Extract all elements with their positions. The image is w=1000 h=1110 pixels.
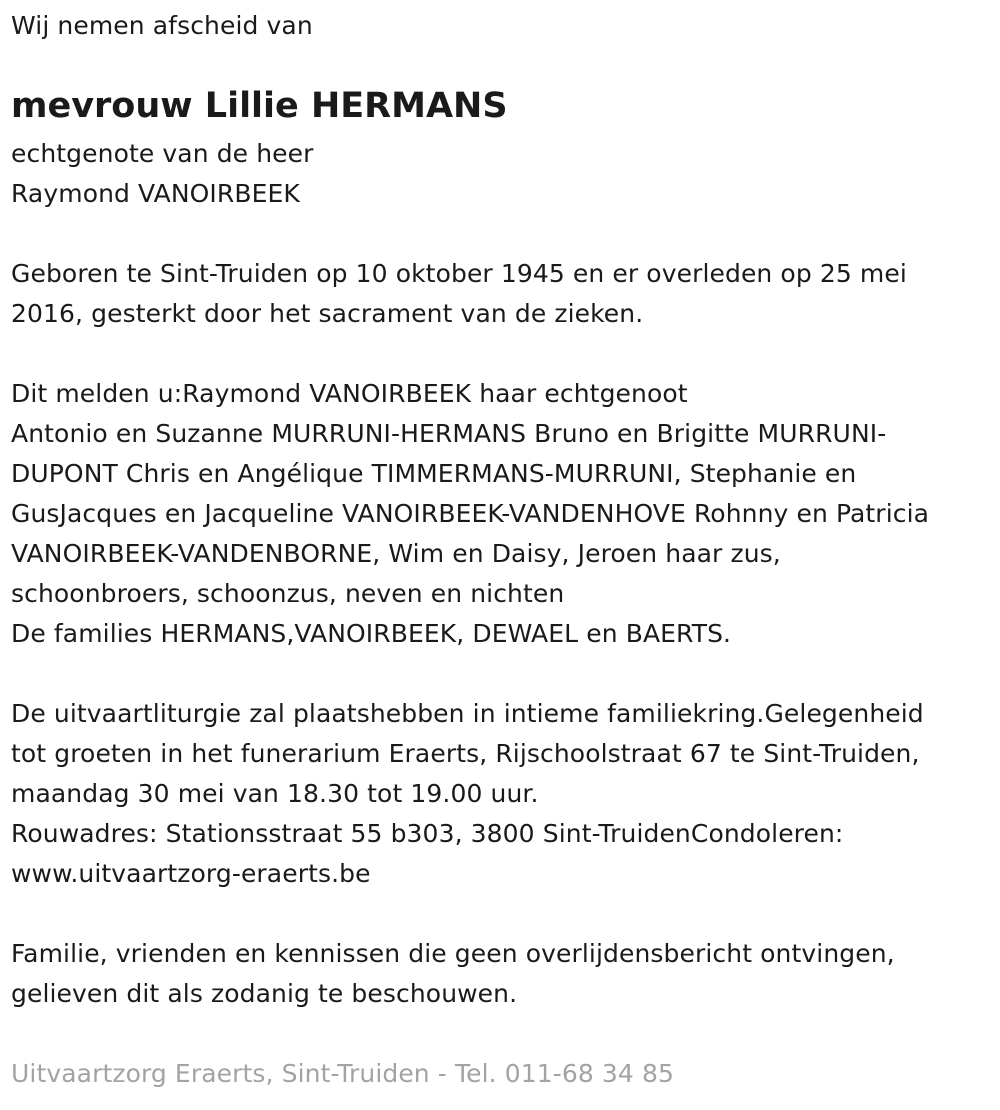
funeral-line: Rouwadres: Stationsstraat 55 b303, 3800 Sint-TruidenCondoleren: — [11, 819, 844, 848]
intro-text: Wij nemen afscheid van — [11, 11, 313, 40]
funeral-line: tot groeten in het funerarium Eraerts, Rijschoolstraat 67 te Sint-Truiden, — [11, 739, 920, 768]
announcement-line: schoonbroers, schoonzus, neven en nichten — [11, 579, 565, 608]
spouse-line: Raymond VANOIRBEEK — [11, 179, 300, 208]
birth-death-line: 2016, gesterkt door het sacrament van de zieken. — [11, 299, 644, 328]
announcement-line: GusJacques en Jacqueline VANOIRBEEK-VANDENHOVE Rohnny en Patricia — [11, 499, 930, 528]
announcement-line: DUPONT Chris en Angélique TIMMERMANS-MURRUNI, Stephanie en — [11, 459, 857, 488]
announcement-line: De families HERMANS,VANOIRBEEK, DEWAEL en BAERTS. — [11, 619, 732, 648]
funeral-line: De uitvaartliturgie zal plaatshebben in intieme familiekring.Gelegenheid — [11, 699, 924, 728]
family-line: gelieven dit als zodanig te beschouwen. — [11, 979, 518, 1008]
condolence-website: www.uitvaartzorg-eraerts.be — [11, 859, 371, 888]
funeral-home-footer: Uitvaartzorg Eraerts, Sint-Truiden - Tel. 011-68 34 85 — [11, 1059, 674, 1088]
announcement-line: Antonio en Suzanne MURRUNI-HERMANS Bruno en Brigitte MURRUNI- — [11, 419, 887, 448]
announcement-paragraph — [11, 374, 929, 654]
spouse-line: echtgenote van de heer — [11, 139, 314, 168]
family-paragraph — [11, 934, 895, 1014]
family-line: Familie, vrienden en kennissen die geen overlijdensbericht ontvingen, — [11, 939, 895, 968]
funeral-line: maandag 30 mei van 18.30 tot 19.00 uur. — [11, 779, 539, 808]
birth-death-paragraph — [11, 254, 907, 334]
birth-death-line: Geboren te Sint-Truiden op 10 oktober 1945 en er overleden op 25 mei — [11, 259, 907, 288]
announcement-line: VANOIRBEEK-VANDENBORNE, Wim en Daisy, Jeroen haar zus, — [11, 539, 781, 568]
funeral-paragraph — [11, 694, 924, 894]
announcement-line: Dit melden u:Raymond VANOIRBEEK haar echtgenoot — [11, 379, 688, 408]
spouse-paragraph — [11, 134, 313, 214]
deceased-name: mevrouw Lillie HERMANS — [11, 86, 508, 126]
